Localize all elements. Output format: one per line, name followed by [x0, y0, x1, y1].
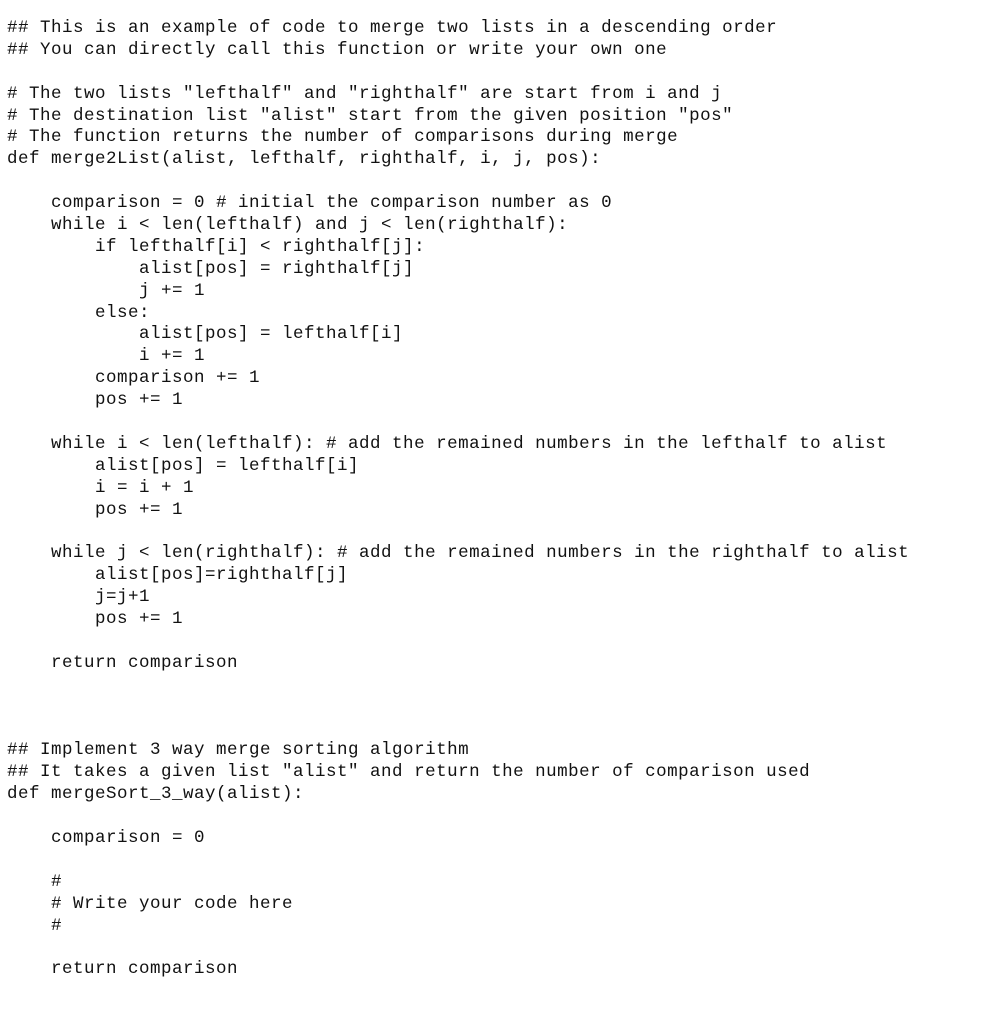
code-line: pos += 1 — [7, 499, 184, 520]
code-line: comparison += 1 — [7, 368, 261, 389]
code-line: alist[pos] = lefthalf[i] — [7, 324, 404, 345]
code-line: comparison = 0 — [7, 827, 206, 848]
code-line — [7, 937, 909, 959]
code-line: alist[pos]=righthalf[j] — [7, 565, 349, 586]
code-line: # The function returns the number of comparisons during merge — [7, 127, 679, 148]
code-line: # — [7, 871, 63, 892]
code-line: else: — [7, 302, 151, 323]
code-line — [7, 412, 909, 434]
code-line — [7, 697, 909, 719]
code-listing — [7, 18, 909, 981]
code-line: # The two lists "lefthalf" and "righthalf" are start from i and j — [7, 83, 723, 104]
code-line — [7, 850, 909, 872]
code-line — [7, 806, 909, 828]
code-line: ## This is an example of code to merge two lists in a descending order — [7, 18, 778, 38]
code-line — [7, 171, 909, 193]
code-line — [7, 719, 909, 741]
code-line: j=j+1 — [7, 587, 151, 608]
code-line: def merge2List(alist, lefthalf, righthalf, i, j, pos): — [7, 149, 602, 170]
code-line: if lefthalf[i] < righthalf[j]: — [7, 236, 426, 257]
code-line: while j < len(righthalf): # add the remained numbers in the righthalf to alist — [7, 543, 910, 564]
code-line: while i < len(lefthalf) and j < len(righthalf): — [7, 215, 569, 236]
code-line — [7, 62, 909, 84]
code-line: i += 1 — [7, 346, 206, 367]
code-line — [7, 631, 909, 653]
code-line: pos += 1 — [7, 390, 184, 411]
code-line: while i < len(lefthalf): # add the remained numbers in the lefthalf to alist — [7, 433, 888, 454]
code-line: # Write your code here — [7, 893, 294, 914]
code-line: return comparison — [7, 652, 239, 673]
code-line: i = i + 1 — [7, 477, 195, 498]
code-line: # — [7, 915, 63, 936]
code-line: return comparison — [7, 959, 239, 980]
code-line: # The destination list "alist" start from the given position "pos" — [7, 105, 734, 126]
code-line: pos += 1 — [7, 609, 184, 630]
code-line: ## Implement 3 way merge sorting algorithm — [7, 740, 470, 761]
code-line: ## It takes a given list "alist" and return the number of comparison used — [7, 762, 811, 783]
code-line: comparison = 0 # initial the comparison number as 0 — [7, 193, 613, 214]
code-line — [7, 521, 909, 543]
code-line: ## You can directly call this function or write your own one — [7, 39, 668, 60]
code-line: j += 1 — [7, 280, 206, 301]
code-line — [7, 675, 909, 697]
code-line: alist[pos] = lefthalf[i] — [7, 455, 360, 476]
code-line: alist[pos] = righthalf[j] — [7, 258, 415, 279]
code-line: def mergeSort_3_way(alist): — [7, 784, 305, 805]
